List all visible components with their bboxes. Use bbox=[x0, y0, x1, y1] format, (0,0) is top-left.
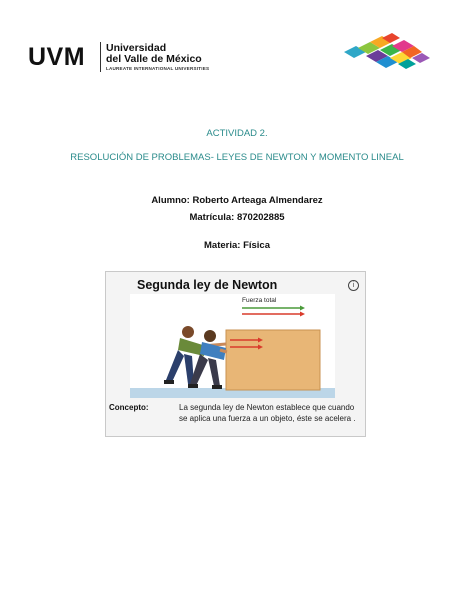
student-id: Matrícula: 870202885 bbox=[189, 212, 285, 223]
concept-label: Concepto: bbox=[109, 403, 149, 412]
subject: Materia: Física bbox=[204, 240, 270, 251]
logo-divider bbox=[100, 42, 101, 72]
info-icon: i bbox=[348, 280, 359, 291]
uvm-logo-mark: UVM bbox=[28, 43, 86, 71]
colorful-cubes-icon bbox=[336, 30, 436, 72]
force-label: Fuerza total bbox=[242, 297, 277, 304]
newton-law-figure bbox=[105, 271, 366, 437]
uvm-logo bbox=[28, 40, 210, 76]
concept-text: La segunda ley de Newton establece que cuando se aplica una fuerza a un objeto, éste se acelera . bbox=[179, 403, 356, 423]
activity-title: ACTIVIDAD 2. bbox=[206, 128, 268, 139]
university-name-line2: del Valle de México bbox=[106, 53, 202, 65]
people-pushing-box-illustration bbox=[130, 294, 335, 398]
laureate-tagline: LAUREATE INTERNATIONAL UNIVERSITIES bbox=[106, 66, 210, 71]
university-name-line1: Universidad bbox=[106, 42, 167, 54]
activity-subtitle: RESOLUCIÓN DE PROBLEMAS- LEYES DE NEWTON Y MOMENTO LINEAL bbox=[70, 152, 404, 163]
figure-title: Segunda ley de Newton bbox=[137, 278, 278, 292]
student-name: Alumno: Roberto Arteaga Almendarez bbox=[151, 195, 323, 206]
